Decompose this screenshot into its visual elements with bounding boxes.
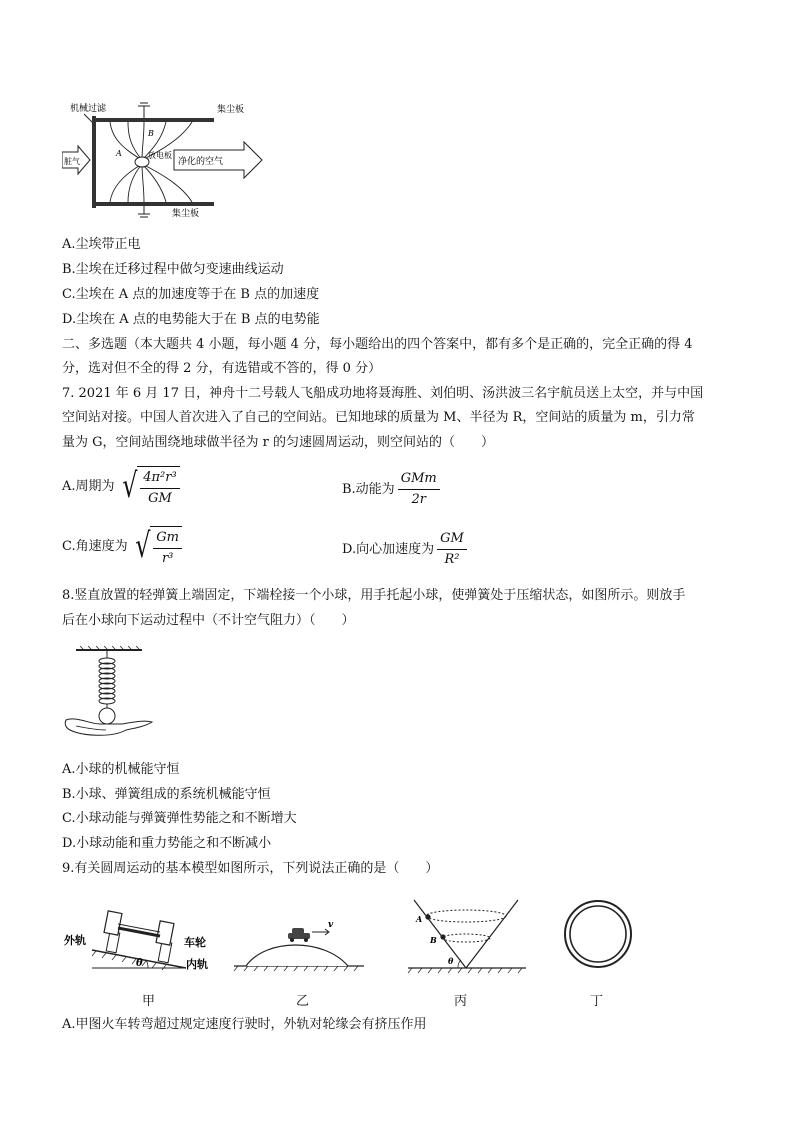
q8-option-a: A.小球的机械能守恒: [62, 762, 180, 777]
car-arch-bridge-figure: [232, 912, 366, 974]
point-a-label: A: [116, 149, 122, 158]
q7-option-b-label: B.动能为: [342, 481, 395, 497]
train-banked-track-figure: [62, 900, 222, 980]
q7-stem-line2: 空间站对接。中国人首次进入了自己的空间站。已知地球的质量为 M、半径为 R，空间站的质量为 m，引力常: [62, 410, 695, 425]
q8-stem-line1: 8.竖直放置的轻弹簧上端固定，下端栓接一个小球，用手托起小球，使弹簧处于压缩状态，如图所示。则放手: [62, 588, 686, 603]
q7-option-d-denominator: R²: [444, 552, 460, 567]
q7-option-a-label: A.周期为: [62, 479, 115, 494]
dirty-air-label: 脏气: [64, 157, 80, 166]
section2-line2: 分，选对但不全的得 2 分，有选错或不答的，得 0 分）: [62, 361, 382, 376]
clean-air-label: 净化的空气: [178, 157, 224, 167]
q8-option-d: D.小球动能和重力势能之和不断减小: [62, 836, 272, 851]
q7-option-b-numerator: GMm: [398, 470, 440, 490]
q7-stem-line3: 量为 G，空间站围绕地球做半径为 r 的匀速圆周运动，则空间站的（ ）: [62, 435, 494, 450]
mech-filter-label: 机械过滤: [70, 104, 107, 114]
wheel-label: 车轮: [184, 936, 206, 949]
caption-jia: 甲: [142, 994, 156, 1009]
caption-ding: 丁: [590, 994, 604, 1009]
q7-option-d-label: D.向心加速度为: [342, 541, 435, 557]
q7-option-b: [342, 470, 440, 509]
caption-yi: 乙: [296, 994, 310, 1009]
point-b-label: B: [148, 129, 154, 138]
q7-option-a-numerator: 4π²r³: [140, 469, 179, 489]
section2-line1: 二、多选题（本大题共 4 小题，每小题 4 分，每小题给出的四个答案中，都有多个是正确的，完全正确的得 4: [62, 337, 693, 352]
q7-option-a: A.周期为 √ $\frac{\text{4π²r³}}{GM}$: [62, 466, 180, 508]
q8-stem-line2: 后在小球向下运动过程中（不计空气阻力）（ ）: [62, 613, 355, 628]
q6-option-d: D.尘埃在 A 点的电势能大于在 B 点的电势能: [62, 312, 320, 327]
outer-rail-label: 外轨: [64, 934, 86, 947]
q7-option-c: C.角速度为 √ $\frac{Gm}{\text{r³}}$: [62, 526, 182, 568]
collector-bottom-label: 集尘板: [172, 209, 200, 218]
caption-bing: 丙: [454, 994, 468, 1009]
q7-option-d: [342, 530, 467, 569]
q7-option-d-numerator: GM: [437, 530, 467, 550]
q9-option-a: A.甲图火车转弯超过规定速度行驶时，外轨对轮缘会有挤压作用: [62, 1017, 427, 1032]
point-b-cone-label: B: [430, 935, 437, 945]
circular-ring-figure: [560, 894, 636, 974]
q7-stem-line1: 7. 2021 年 6 月 17 日，神舟十二号载人飞船成功地将聂海胜、刘伯明、汤洪波三名宇航员送上太空，并与中国: [62, 386, 704, 401]
theta-label-jia: θ: [136, 958, 143, 969]
velocity-label: v: [328, 920, 334, 930]
spring-ball-figure: [62, 646, 162, 742]
q7-option-c-numerator: Gm: [153, 529, 182, 549]
cone-funnel-figure: [404, 896, 530, 976]
point-a-cone-label: A: [416, 914, 423, 924]
q6-option-b: B.尘埃在迁移过程中做匀变速曲线运动: [62, 262, 284, 277]
q6-option-c: C.尘埃在 A 点的加速度等于在 B 点的加速度: [62, 287, 320, 302]
q9-stem: 9.有关圆周运动的基本模型如图所示，下列说法正确的是（ ）: [62, 861, 439, 876]
theta-label-bing: θ: [448, 956, 454, 966]
q7-option-c-denominator: r³: [161, 551, 174, 566]
discharge-label: 放电板: [148, 151, 172, 160]
precipitator-figure: [62, 98, 272, 218]
q7-option-a-denominator: GM: [148, 491, 172, 506]
q7-option-b-denominator: 2r: [411, 492, 426, 507]
q7-option-c-label: C.角速度为: [62, 539, 128, 554]
collector-top-label: 集尘板: [217, 105, 245, 115]
inner-rail-label: 内轨: [186, 958, 208, 971]
q8-option-b: B.小球、弹簧组成的系统机械能守恒: [62, 787, 271, 802]
q8-option-c: C.小球动能与弹簧弹性势能之和不断增大: [62, 811, 297, 826]
q6-option-a: A.尘埃带正电: [62, 237, 141, 252]
